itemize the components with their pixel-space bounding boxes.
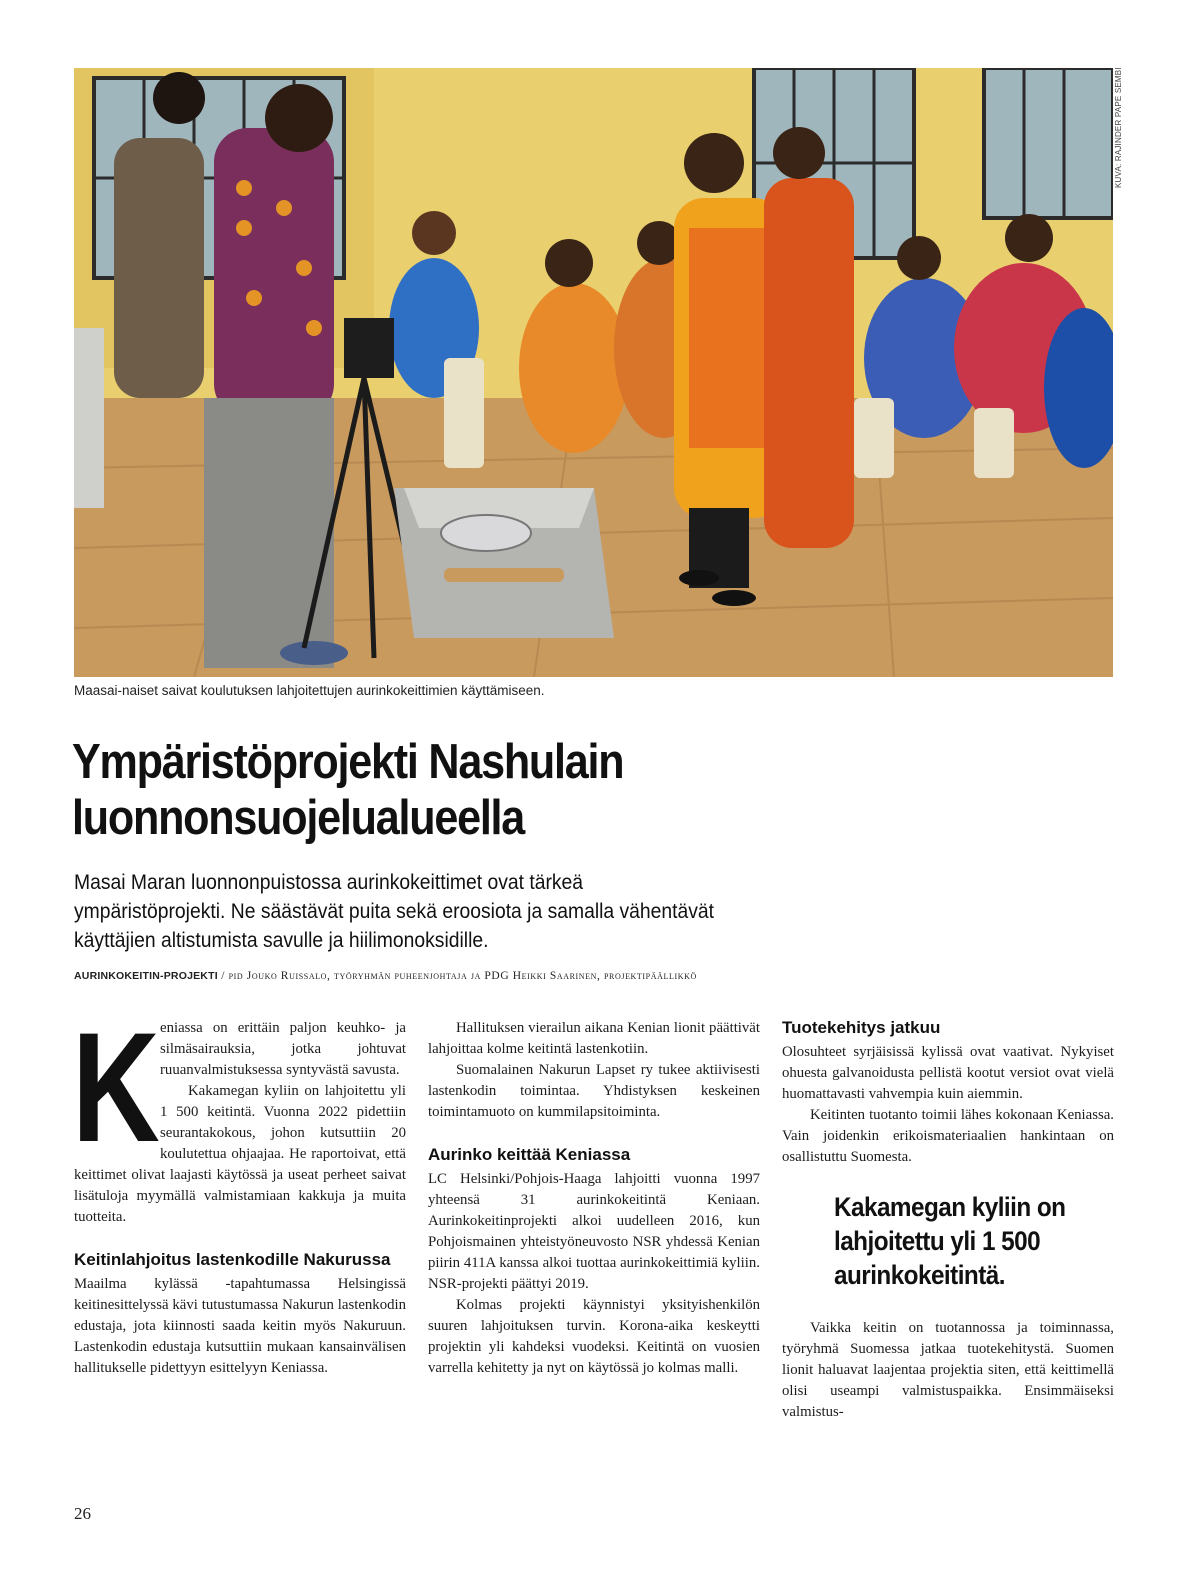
subheading: Tuotekehitys jatkuu <box>782 1018 941 1037</box>
article-lead: Masai Maran luonnonpuistossa aurinkokeittimet ovat tärkeä ympäristöprojekti. Ne säästävät puita sekä eroosiota ja samalla vähentävät käyttäjien altistumista savulle ja hiilimonoksidille. <box>74 871 715 952</box>
byline-authors: pid Jouko Ruissalo, työryhmän puheenjohtaja ja PDG Heikki Saarinen, projektipäällikkö <box>228 970 697 982</box>
photo-credit: KUVA: RAJINDER PAPE SEMBI <box>1114 67 1123 188</box>
body-paragraph: Kakamegan kyliin on lahjoitettu yli 1 500 keitintä. Vuonna 2022 pidettiin seurantakokous, johon kutsuttiin 20 koulutettua ohjaajaa. He raportoivat, että keittimet olivat laajasti käytössä ja useat perheet saivat lisätuloja myymällä valmistamiaan kakkuja ja muita tuotteita. <box>74 1083 406 1225</box>
article-column-3 <box>782 1018 1114 1423</box>
body-paragraph: Kolmas projekti käynnistyi yksityishenkilön suuren lahjoituksen turvin. Korona-aika keskeytti projektin yli kahdeksi vuodeksi. Keitintä on vuosien varrella kehitetty ja nyt on käytössä jo kolmas malli. <box>428 1297 760 1376</box>
photo-illustration <box>74 68 1113 677</box>
photo-caption: Maasai-naiset saivat koulutuksen lahjoitettujen aurinkokeittimien käyttämiseen. <box>74 683 545 698</box>
pull-quote: Kakamegan kyliin on lahjoitettu yli 1 500 aurinkokeitintä. <box>834 1192 1066 1290</box>
body-paragraph: Maailma kylässä -tapahtumassa Helsingissä keitinesittelyssä kävi tutustumassa Nakurun lastenkodin edustaja, jota kiinnosti saada keitin myös Nakuruun. Lastenkodin edustaja kutsuttiin mukaan kansainvälisen hallitukselle pidettyyn esittelyyn Keniassa. <box>74 1276 406 1376</box>
body-paragraph: LC Helsinki/Pohjois-Haaga lahjoitti vuonna 1997 yhteensä 31 aurinkokeitintä Keniaan. Aurinkokeitinprojekti alkoi uudelleen 2016, kun Pohjoismainen yhteistyöneuvosto NSR yhdessä Kenian piirin 411A kanssa alkoi tuottaa aurinkokeittimiä kyliin. NSR-projekti päättyi 2019. <box>428 1171 760 1292</box>
drop-cap: K <box>72 1001 160 1175</box>
body-paragraph: Suomalainen Nakurun Lapset ry tukee aktiivisesti lastenkodin toimintaa. Yhdistyksen keskeinen toimintamuoto on kummilapsitoiminta. <box>428 1062 760 1120</box>
article-column-1 <box>72 1001 406 1379</box>
body-paragraph: Vaikka keitin on tuotannossa ja toiminnassa, työryhmä Suomessa jatkaa tuotekehitystä. Suomen lionit haluavat laajentaa projektia siten, että keittimellä olisi useampi valmistuspaikka. Ensimmäiseksi valmistus- <box>782 1320 1114 1420</box>
article-photo <box>74 68 1113 677</box>
byline <box>74 968 774 985</box>
body-paragraph: Olosuhteet syrjäisissä kylissä ovat vaativat. Nykyiset ohuesta galvanoidusta pellistä kootut versiot ovat vielä huomattavasti vahvempia kuin aiemmin. <box>782 1044 1114 1102</box>
body-paragraph: Keitinten tuotanto toimii lähes kokonaan Keniassa. Vain joidenkin erikoismateriaalien hankintaan on osallistuttu Suomesta. <box>782 1107 1114 1165</box>
page-number: 26 <box>74 1504 91 1523</box>
subheading: Keitinlahjoitus lastenkodille Nakurussa <box>74 1250 391 1269</box>
body-paragraph: Hallituksen vierailun aikana Kenian lionit päättivät lahjoittaa kolme keitintä lastenkotiin. <box>428 1020 760 1057</box>
byline-separator: / <box>217 970 229 982</box>
article-headline: Ympäristöprojekti Nashulain luonnonsuojelualueella <box>72 735 624 845</box>
subheading: Aurinko keittää Keniassa <box>428 1145 631 1164</box>
body-paragraph: eniassa on erittäin paljon keuhko- ja silmäsairauksia, jotka johtuvat ruuanvalmistuksessa syntyvästä savusta. <box>160 1020 406 1078</box>
article-column-2 <box>428 1018 760 1379</box>
byline-category: AURINKOKEITIN-PROJEKTI <box>74 970 218 982</box>
